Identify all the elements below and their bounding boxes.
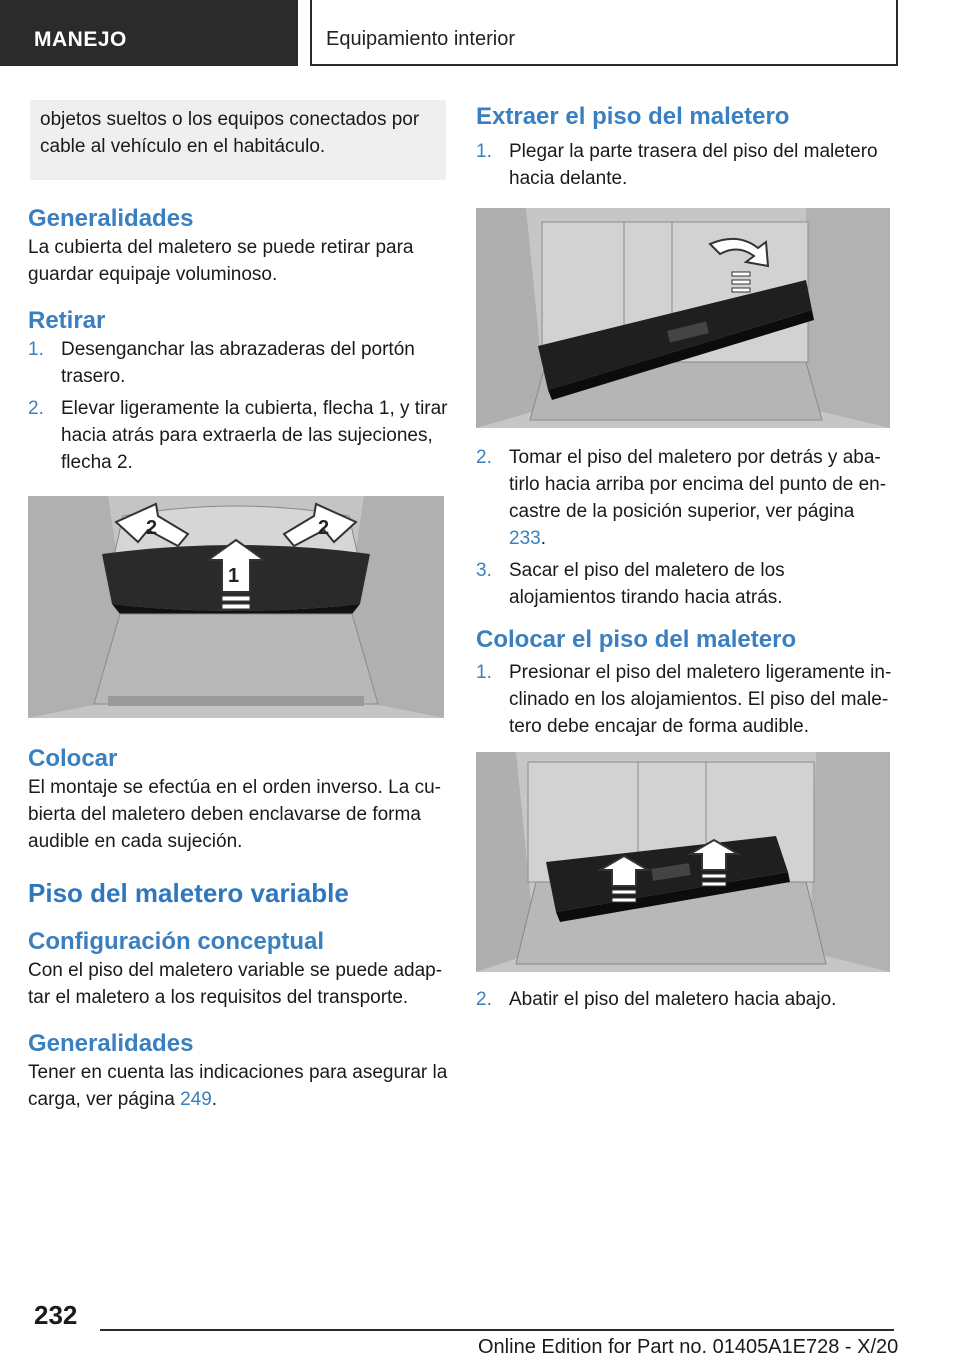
step-number: 3. <box>476 560 492 581</box>
step-text: Tomar el piso del maletero por detrás y abatirlo hacia arriba por encima del punto de encastre de la posición superior, ver página <box>509 447 887 522</box>
retirar-steps <box>28 336 448 476</box>
step-text: Plegar la parte trasera del piso del maletero hacia delante. <box>509 141 878 189</box>
colocar-step-1 <box>476 659 896 740</box>
list-item <box>476 986 896 1013</box>
left-column <box>28 100 448 1113</box>
step-number: 2. <box>476 447 492 468</box>
step-number: 1. <box>28 339 44 360</box>
footer-divider <box>100 1329 894 1331</box>
step-text: Desenganchar las abrazaderas del portón trasero. <box>61 339 415 387</box>
footer-edition: Online Edition for Part no. 01405A1E728 - X/20 <box>478 1336 899 1358</box>
arrow-label-right: 2 <box>318 517 330 539</box>
step-text: Presionar el piso del maletero ligeramente inclinado en los alojamientos. El piso del maletero debe encajar de forma audible. <box>509 662 892 737</box>
heading-retirar: Retirar <box>28 307 106 334</box>
step-text: Abatir el piso del maletero hacia abajo. <box>509 989 837 1010</box>
heading-configuracion: Configuración conceptual <box>28 928 325 955</box>
step-number: 2. <box>28 398 44 419</box>
heading-extraer: Extraer el piso del maletero <box>476 103 790 130</box>
heading-colocar: Colocar <box>28 745 118 772</box>
heading-piso-variable: Piso del maletero variable <box>28 878 349 908</box>
list-item <box>476 444 896 552</box>
figure-floor-insert <box>476 752 890 972</box>
figure-trunk-cover-removal <box>28 496 444 718</box>
generalidades-2-text <box>28 1059 448 1113</box>
page-link-233[interactable]: 233 <box>509 528 541 549</box>
step-number: 2. <box>476 989 492 1010</box>
heading-generalidades-2: Generalidades <box>28 1030 194 1057</box>
list-item <box>476 138 896 192</box>
list-item <box>476 659 896 740</box>
chapter-title: Equipamiento interior <box>326 28 515 50</box>
list-item <box>476 557 896 611</box>
section-title: MANEJO <box>34 28 127 51</box>
list-item <box>28 336 448 390</box>
step-text: Sacar el piso del maletero de los alojamientos tirando hacia atrás. <box>509 560 785 608</box>
section-tab <box>0 0 298 66</box>
note-box <box>30 100 446 180</box>
period: . <box>211 1089 218 1110</box>
right-column <box>476 100 896 1018</box>
extraer-steps-2-3 <box>476 444 896 611</box>
extraer-step-1 <box>476 138 896 192</box>
generalidades-2-body: Tener en cuenta las indicaciones para asegurar la carga, ver página <box>28 1062 448 1110</box>
heading-generalidades: Generalidades <box>28 205 194 232</box>
list-item <box>28 395 448 476</box>
figure-floor-fold <box>476 208 890 428</box>
step-number: 1. <box>476 141 492 162</box>
colocar-text: El montaje se efectúa en el orden inverso. La cubierta del maletero deben enclavarse de forma audible en cada sujeción. <box>28 777 441 852</box>
page-number: 232 <box>34 1300 78 1330</box>
colocar-step-2 <box>476 986 896 1013</box>
step-text: Elevar ligeramente la cubierta, flecha 1, y tirar hacia atrás para extraerla de las sujeciones, flecha 2. <box>61 398 448 473</box>
period: . <box>540 528 546 549</box>
heading-colocar-piso: Colocar el piso del maletero <box>476 626 797 653</box>
chapter-tab <box>310 0 898 66</box>
page-link-249[interactable]: 249 <box>180 1089 212 1110</box>
configuracion-text: Con el piso del maletero variable se puede adaptar el maletero a los requisitos del transporte. <box>28 960 443 1008</box>
step-number: 1. <box>476 662 492 683</box>
generalidades-text: La cubierta del maletero se puede retirar para guardar equipaje voluminoso. <box>28 237 414 285</box>
arrow-label-center: 1 <box>228 565 240 587</box>
arrow-label-left: 2 <box>146 517 158 539</box>
note-text: objetos sueltos o los equipos conectados por cable al vehículo en el habitáculo. <box>40 109 420 157</box>
